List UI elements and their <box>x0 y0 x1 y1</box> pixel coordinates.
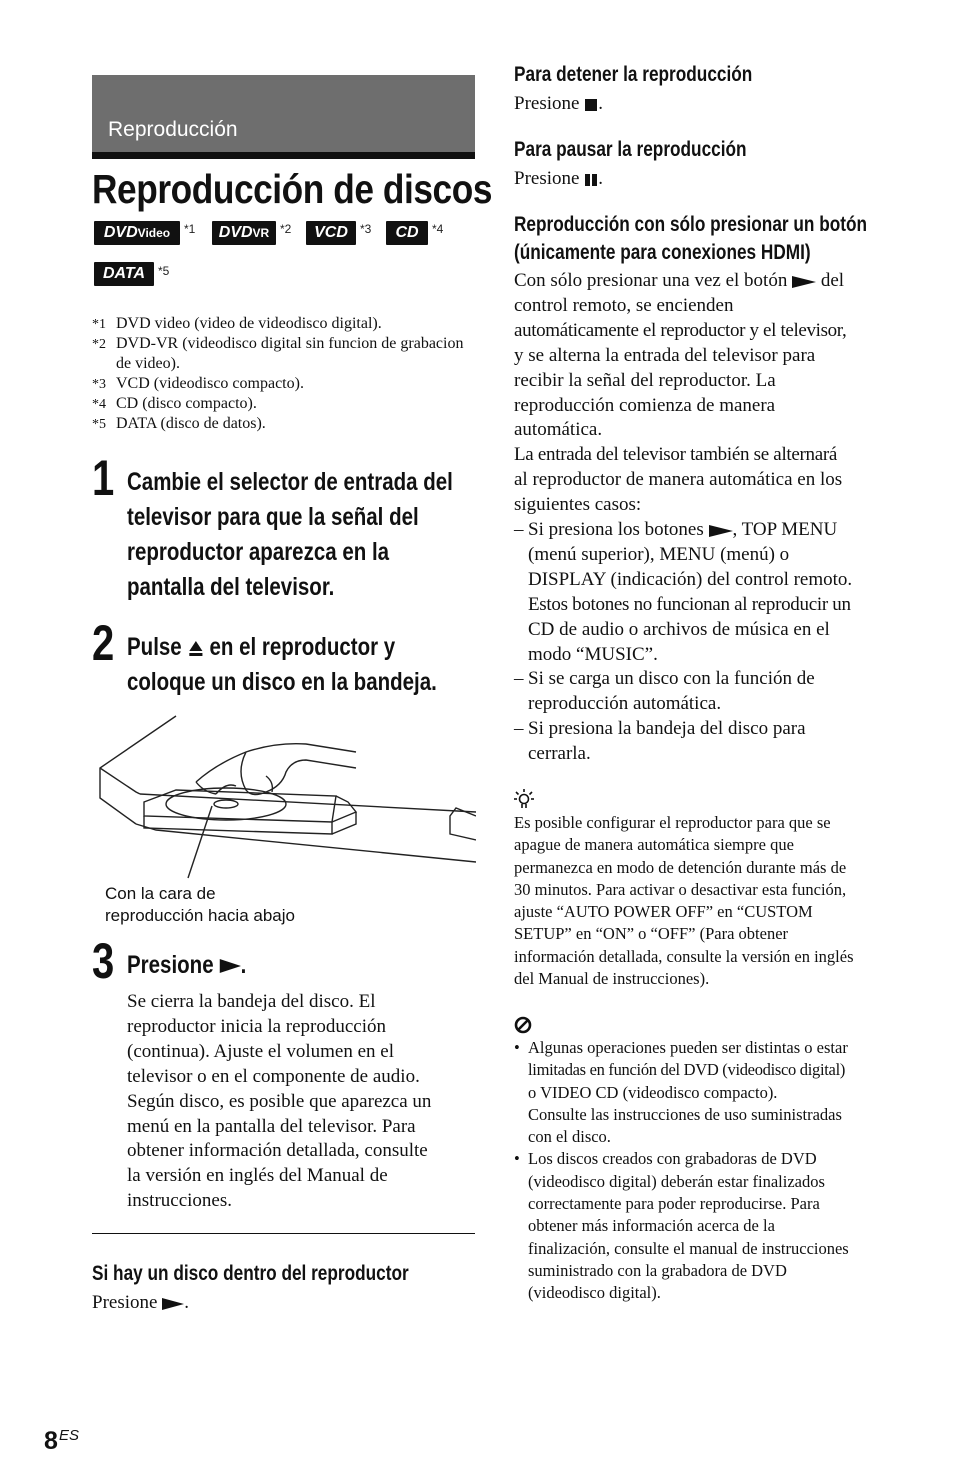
note-line: obtener más información acerca de la <box>528 1216 775 1236</box>
body-line: La entrada del televisor también se alternará <box>514 444 838 466</box>
tip-line: SETUP” en “ON” o “OFF” (Para obtener <box>514 924 789 944</box>
footnote-mark: *1 <box>92 317 106 332</box>
section-banner-rule <box>92 152 475 159</box>
body-text: Si presiona los botones <box>528 519 709 540</box>
dash-bullet: – <box>514 668 524 690</box>
footnote-text: DVD-VR (videodisco digital sin funcion de grabacion de video). <box>116 335 464 372</box>
body-line: siguientes casos: <box>514 494 642 516</box>
footnote-mark: *4 <box>92 397 106 412</box>
badge-mark: *1 <box>184 222 196 236</box>
stop-icon <box>584 98 598 112</box>
footnote <box>92 414 462 435</box>
tip-line: 30 minutos. Para activar o desactivar esta función, <box>514 879 847 899</box>
footnote <box>92 394 462 415</box>
note-line: suministrado con la grabadora de DVD <box>528 1260 787 1280</box>
note-line: con el disco. <box>528 1127 611 1147</box>
note-line: finalización, consulte el manual de instrucciones <box>528 1238 849 1258</box>
note-bullet: • <box>514 1149 520 1169</box>
page-number: 8 <box>44 1427 58 1455</box>
badge-dvd-vr: DVDVR <box>212 221 276 245</box>
body-line: televisor o en el componente de audio. <box>127 1065 420 1087</box>
pause-text <box>514 167 603 192</box>
step-2-text: en el reproductor y <box>203 633 396 661</box>
body-text: . <box>598 93 603 114</box>
onetouch-heading: (únicamente para conexiones HDMI) <box>514 241 811 264</box>
step-3-title <box>127 948 246 982</box>
note-line: (videodisco digital) deberán estar finalizados <box>528 1171 825 1191</box>
body-line: control remoto, se encienden <box>514 294 734 316</box>
step-1-line: reproductor aparezca en la <box>127 538 390 566</box>
body-line: reproducción automática. <box>528 693 722 715</box>
body-line: reproductor inicia la reproducción <box>127 1015 387 1037</box>
disc-inside-heading: Si hay un disco dentro del reproductor <box>92 1262 409 1285</box>
page-title: Reproducción de discos <box>92 166 493 212</box>
note-item <box>514 1148 914 1304</box>
body-line: recibir la señal del reproductor. La <box>514 369 776 391</box>
footnote-mark: *2 <box>92 337 106 352</box>
eject-icon <box>187 638 203 658</box>
badge-mark: *4 <box>432 222 444 236</box>
footnote-text: DVD video (video de videodisco digital). <box>116 315 382 332</box>
badge-vcd: VCD <box>306 221 356 245</box>
body-line: Si se carga un disco con la función de <box>528 668 815 690</box>
tip-line: Es posible configurar el reproductor para que se <box>514 813 831 832</box>
stop-text <box>514 92 603 117</box>
tip-line: ajuste “AUTO POWER OFF” en “CUSTOM <box>514 902 813 922</box>
footnote-text: DATA (disco de datos). <box>116 415 266 432</box>
body-line: modo “MUSIC”. <box>528 643 658 665</box>
body-text: del <box>816 270 845 291</box>
onetouch-paragraph <box>514 269 846 518</box>
body-text: , TOP MENU <box>732 519 838 540</box>
note-line: o VIDEO CD (videodisco compacto). <box>528 1082 778 1102</box>
body-line: CD de audio o archivos de música en el <box>528 618 830 640</box>
tip-line: permanezca en modo de detención durante más de <box>514 857 847 877</box>
step-2-line <box>127 630 395 664</box>
body-line: obtener información detallada, consulte <box>127 1140 428 1162</box>
body-line <box>528 518 914 543</box>
body-line: DISPLAY (indicación) del control remoto. <box>528 568 853 590</box>
note-line: (videodisco digital). <box>528 1283 661 1303</box>
step-1-line: televisor para que la señal del <box>127 503 419 531</box>
caption-line: reproducción hacia abajo <box>105 906 295 925</box>
body-text: Presione <box>92 1292 163 1313</box>
footnote <box>92 314 462 335</box>
step-2-text: Pulse <box>127 633 188 661</box>
footnote-mark: *3 <box>92 377 106 392</box>
step-3-body <box>127 990 431 1214</box>
illustration-caption <box>105 883 295 927</box>
body-line: reproducción comienza de manera <box>514 394 776 416</box>
section-title: Reproducción <box>108 118 238 141</box>
step-3-text: . <box>240 951 247 979</box>
step-2-line: coloque un disco en la bandeja. <box>127 668 437 696</box>
tip-text <box>514 812 854 990</box>
body-line: al reproductor de manera automática en los <box>514 469 843 491</box>
note-line: Algunas operaciones pueden ser distintas o estar <box>528 1038 848 1057</box>
footnote-text: CD (disco compacto). <box>116 395 257 412</box>
badge-cd: CD <box>386 221 428 245</box>
body-line: (menú superior), MENU (menú) o <box>528 543 790 565</box>
page-language: ES <box>59 1427 80 1444</box>
body-line <box>514 269 846 294</box>
body-line: la versión en inglés del Manual de <box>127 1165 388 1187</box>
tip-line: apague de manera automática siempre que <box>514 835 794 855</box>
note-line: Los discos creados con grabadoras de DVD <box>528 1149 817 1169</box>
footnote <box>92 374 462 395</box>
note-icon <box>514 1016 532 1034</box>
body-text: . <box>184 1292 189 1313</box>
step-3-text: Presione <box>127 951 220 979</box>
body-line: menú en la pantalla del televisor. Para <box>127 1115 416 1137</box>
badge-data: DATA <box>94 262 154 286</box>
tip-line: información detallada, consulte la versión en inglés <box>514 946 854 966</box>
body-text: . <box>598 168 603 189</box>
note-line: limitadas en función del DVD (videodisco digital) <box>528 1060 846 1080</box>
footnote-mark: *5 <box>92 417 106 432</box>
body-line: Según disco, es posible que aparezca un <box>127 1090 432 1112</box>
body-line: Estos botones no funcionan al reproducir un <box>528 593 851 615</box>
body-line: (continua). Ajuste el volumen en el <box>127 1040 394 1062</box>
note-item <box>514 1037 914 1148</box>
dash-item <box>514 518 914 667</box>
badge-mark: *5 <box>158 264 170 278</box>
play-icon <box>219 958 240 974</box>
body-line: y se alterna la entrada del televisor para <box>514 344 816 366</box>
play-icon <box>709 524 733 538</box>
badge-dvd-video: DVDVideo <box>94 221 180 245</box>
pause-heading: Para pausar la reproducción <box>514 138 747 161</box>
body-line: Si presiona la bandeja del disco para <box>528 718 806 740</box>
step-number: 1 <box>92 450 115 506</box>
caption-line: Con la cara de <box>105 884 216 903</box>
body-text: Presione <box>514 93 585 114</box>
note-line: correctamente para poder reproducirse. Para <box>528 1194 820 1214</box>
tip-icon <box>514 788 534 810</box>
step-1-line: pantalla del televisor. <box>127 573 335 601</box>
body-line: automáticamente el reproductor y el televisor, <box>514 319 847 341</box>
disc-inside-text <box>92 1291 189 1316</box>
body-text: Con sólo presionar una vez el botón <box>514 270 793 291</box>
dash-bullet: – <box>514 718 524 740</box>
step-number: 3 <box>92 933 115 989</box>
dash-item <box>514 717 914 767</box>
step-1-line: Cambie el selector de entrada del <box>127 468 453 496</box>
badge-mark: *2 <box>280 222 292 236</box>
section-divider <box>92 1233 475 1234</box>
tip-line: del Manual de instrucciones). <box>514 969 710 989</box>
badge-mark: *3 <box>360 222 372 236</box>
onetouch-heading: Reproducción con sólo presionar un botón <box>514 213 868 236</box>
body-text: Presione <box>514 168 585 189</box>
footnote-text: VCD (videodisco compacto). <box>116 375 304 392</box>
body-line: instrucciones. <box>127 1190 233 1212</box>
dash-item <box>514 667 914 717</box>
body-line: automática. <box>514 419 603 441</box>
dash-list <box>514 518 914 767</box>
step-number: 2 <box>92 615 115 671</box>
pause-icon <box>584 173 598 187</box>
body-line: cerrarla. <box>528 743 591 765</box>
note-line: Consulte las instrucciones de uso suministradas <box>528 1104 842 1124</box>
footnote <box>92 334 464 372</box>
note-list <box>514 1037 914 1305</box>
stop-heading: Para detener la reproducción <box>514 63 753 86</box>
note-bullet: • <box>514 1038 520 1057</box>
body-line: Se cierra la bandeja del disco. El <box>127 991 376 1012</box>
play-icon <box>162 1297 184 1311</box>
dash-bullet: – <box>514 519 524 540</box>
play-icon <box>792 275 816 289</box>
